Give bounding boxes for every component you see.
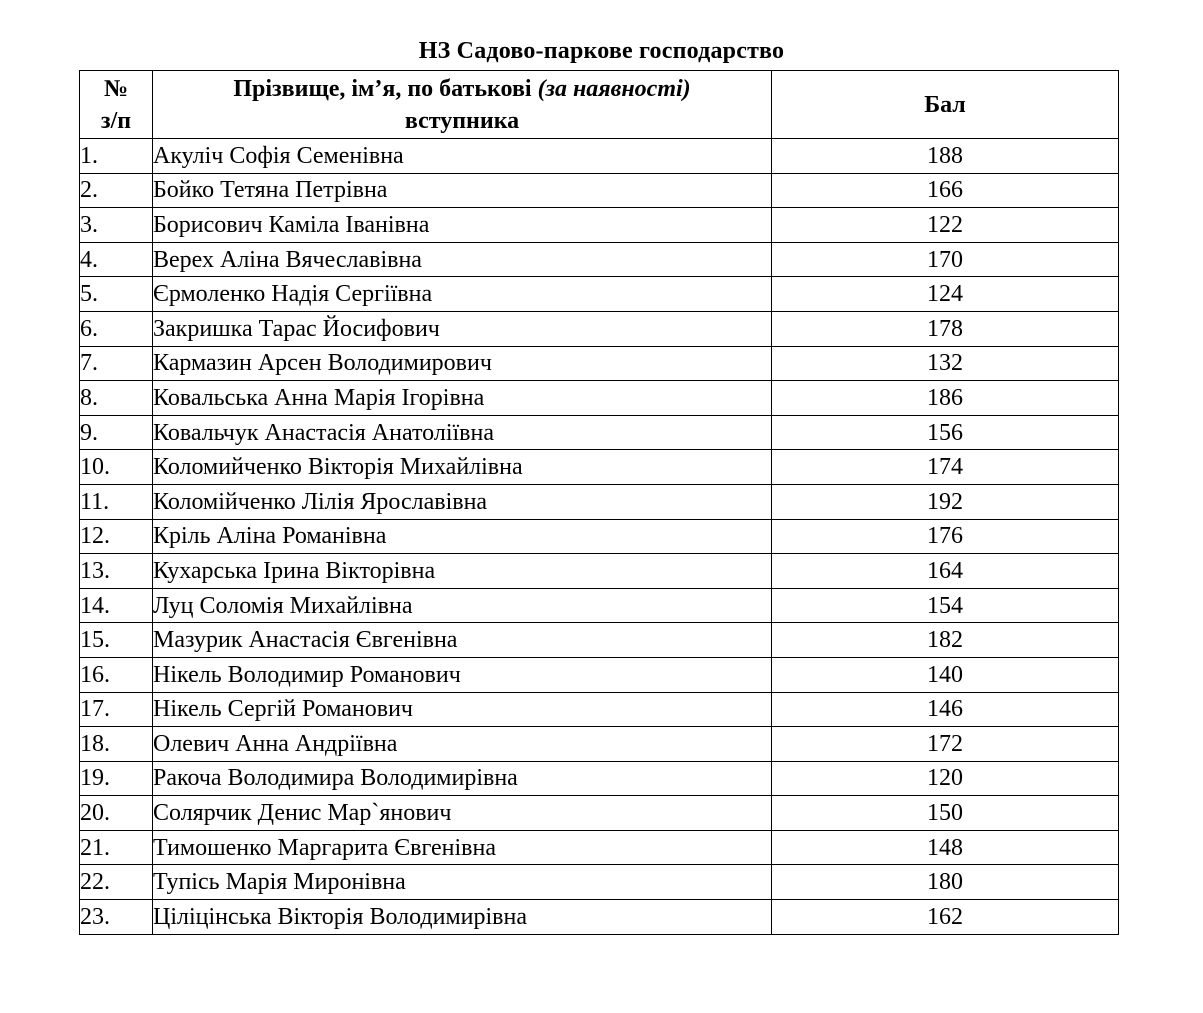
applicant-score: 176 xyxy=(772,519,1119,554)
applicant-score: 182 xyxy=(772,623,1119,658)
applicant-name: Акуліч Софія Семенівна xyxy=(153,139,772,174)
header-name-italic: (за наявності) xyxy=(537,75,691,102)
table-row xyxy=(80,900,1119,935)
row-number: 21. xyxy=(80,830,153,865)
header-name-main: Прізвище, ім’я, по батькові xyxy=(233,75,538,102)
applicant-score: 156 xyxy=(772,415,1119,450)
row-number: 17. xyxy=(80,692,153,727)
table-row xyxy=(80,830,1119,865)
table-row xyxy=(80,623,1119,658)
applicant-name: Закришка Тарас Йосифович xyxy=(153,311,772,346)
table-row xyxy=(80,346,1119,381)
row-number: 8. xyxy=(80,381,153,416)
applicant-name: Верех Аліна Вячеславівна xyxy=(153,242,772,277)
row-number: 13. xyxy=(80,554,153,589)
applicant-score: 154 xyxy=(772,588,1119,623)
row-number: 1. xyxy=(80,139,153,174)
applicant-score: 120 xyxy=(772,761,1119,796)
applicant-name: Нікель Володимир Романович xyxy=(153,657,772,692)
applicant-score: 132 xyxy=(772,346,1119,381)
document-title: НЗ Садово-паркове господарство xyxy=(418,38,785,64)
applicant-score: 172 xyxy=(772,727,1119,762)
applicant-name: Коломийченко Вікторія Михайлівна xyxy=(153,450,772,485)
applicant-score: 178 xyxy=(772,311,1119,346)
applicant-name: Луц Соломія Михайлівна xyxy=(153,588,772,623)
applicant-score: 146 xyxy=(772,692,1119,727)
row-number: 2. xyxy=(80,173,153,208)
applicant-score: 148 xyxy=(772,830,1119,865)
applicant-score: 186 xyxy=(772,381,1119,416)
results-table xyxy=(79,70,1119,935)
header-score: Бал xyxy=(772,71,1119,139)
applicant-name: Мазурик Анастасія Євгенівна xyxy=(153,623,772,658)
applicant-score: 170 xyxy=(772,242,1119,277)
applicant-score: 174 xyxy=(772,450,1119,485)
applicant-name: Кармазин Арсен Володимирович xyxy=(153,346,772,381)
table-row xyxy=(80,242,1119,277)
row-number: 6. xyxy=(80,311,153,346)
table-row xyxy=(80,450,1119,485)
applicant-score: 140 xyxy=(772,657,1119,692)
applicant-score: 164 xyxy=(772,554,1119,589)
row-number: 7. xyxy=(80,346,153,381)
table-row xyxy=(80,761,1119,796)
table-row xyxy=(80,208,1119,243)
applicant-name: Солярчик Денис Мар`янович xyxy=(153,796,772,831)
table-row xyxy=(80,381,1119,416)
row-number: 20. xyxy=(80,796,153,831)
header-name-line2: вступника xyxy=(404,107,520,134)
applicant-name: Тупісь Марія Миронівна xyxy=(153,865,772,900)
applicant-score: 166 xyxy=(772,173,1119,208)
row-number: 19. xyxy=(80,761,153,796)
table-row xyxy=(80,727,1119,762)
header-name xyxy=(153,71,772,139)
table-body xyxy=(80,139,1119,935)
table-header-row xyxy=(80,71,1119,139)
table-row xyxy=(80,173,1119,208)
applicant-name: Ціліцінська Вікторія Володимирівна xyxy=(153,900,772,935)
applicant-score: 192 xyxy=(772,484,1119,519)
row-number: 9. xyxy=(80,415,153,450)
table-row xyxy=(80,692,1119,727)
applicant-name: Кухарська Ірина Вікторівна xyxy=(153,554,772,589)
row-number: 11. xyxy=(80,484,153,519)
applicant-name: Ракоча Володимира Володимирівна xyxy=(153,761,772,796)
applicant-name: Коломійченко Лілія Ярославівна xyxy=(153,484,772,519)
applicant-score: 180 xyxy=(772,865,1119,900)
applicant-name: Нікель Сергій Романович xyxy=(153,692,772,727)
applicant-score: 122 xyxy=(772,208,1119,243)
table-row xyxy=(80,588,1119,623)
applicant-name: Бойко Тетяна Петрівна xyxy=(153,173,772,208)
table-row xyxy=(80,311,1119,346)
applicant-name: Борисович Каміла Іванівна xyxy=(153,208,772,243)
applicant-name: Олевич Анна Андріївна xyxy=(153,727,772,762)
row-number: 3. xyxy=(80,208,153,243)
table-row xyxy=(80,139,1119,174)
table-row xyxy=(80,519,1119,554)
header-number-symbol: № xyxy=(103,75,129,102)
applicant-score: 124 xyxy=(772,277,1119,312)
row-number: 4. xyxy=(80,242,153,277)
table-row xyxy=(80,865,1119,900)
row-number: 15. xyxy=(80,623,153,658)
table-row xyxy=(80,657,1119,692)
row-number: 22. xyxy=(80,865,153,900)
applicant-score: 162 xyxy=(772,900,1119,935)
applicant-score: 188 xyxy=(772,139,1119,174)
table-row xyxy=(80,796,1119,831)
row-number: 12. xyxy=(80,519,153,554)
row-number: 16. xyxy=(80,657,153,692)
applicant-name: Єрмоленко Надія Сергіївна xyxy=(153,277,772,312)
table-row xyxy=(80,277,1119,312)
header-number-abbr: з/п xyxy=(100,107,132,134)
table-row xyxy=(80,484,1119,519)
applicant-name: Ковальська Анна Марія Ігорівна xyxy=(153,381,772,416)
table-row xyxy=(80,554,1119,589)
row-number: 10. xyxy=(80,450,153,485)
applicant-name: Кріль Аліна Романівна xyxy=(153,519,772,554)
row-number: 5. xyxy=(80,277,153,312)
applicant-score: 150 xyxy=(772,796,1119,831)
row-number: 23. xyxy=(80,900,153,935)
row-number: 14. xyxy=(80,588,153,623)
header-number xyxy=(80,71,153,139)
table-row xyxy=(80,415,1119,450)
applicant-name: Ковальчук Анастасія Анатоліївна xyxy=(153,415,772,450)
row-number: 18. xyxy=(80,727,153,762)
applicant-name: Тимошенко Маргарита Євгенівна xyxy=(153,830,772,865)
